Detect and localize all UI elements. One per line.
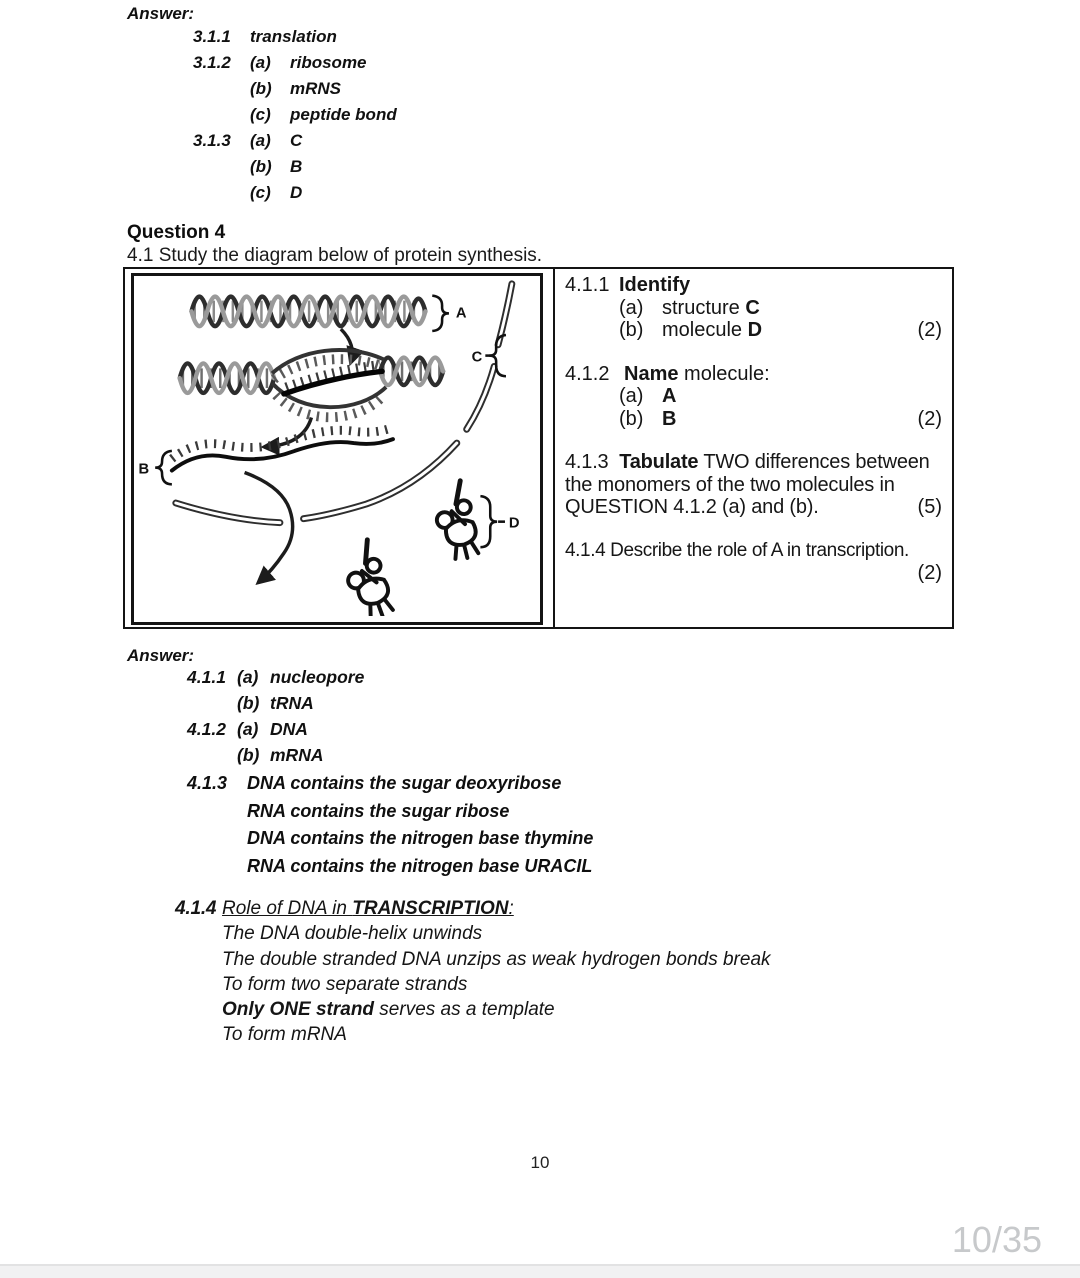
marks: (5) <box>917 496 942 518</box>
question-4-1-2: 4.1.2 Name molecule: (a) A (b) B (2) <box>565 362 942 430</box>
bracket-a <box>432 296 449 331</box>
answer-row: 3.1.2 (a) ribosome <box>193 53 367 72</box>
diagram-cell <box>125 269 553 627</box>
trna-molecule <box>337 538 397 616</box>
question4-intro: 4.1 Study the diagram below of protein synthesis. <box>127 245 543 266</box>
bottom-scrollbar-track[interactable] <box>0 1264 1080 1278</box>
answer4-list <box>187 664 364 768</box>
label-c: C <box>471 349 483 366</box>
label-a: A <box>455 305 467 322</box>
question-4-1-3: 4.1.3 Tabulate TWO differences between the monomers of the two molecules in QUESTION 4.1.2 (a) and (b). (5) <box>565 451 942 518</box>
dna-double-helix <box>192 297 426 326</box>
answer-row: (b) mRNS <box>250 79 342 98</box>
transcription-bubble <box>180 350 443 417</box>
answer-row: (c) peptide bond <box>250 105 397 124</box>
bracket-d <box>480 496 497 547</box>
label-d: D <box>508 515 520 532</box>
answer-4-1-3: 4.1.3 DNA contains the sugar deoxyribose RNA contains the sugar ribose DNA contains the nitrogen base thymine RNA contains the nitrogen base URACIL <box>187 773 594 876</box>
answer-row: (b) tRNA <box>237 693 314 713</box>
questions-cell <box>553 269 952 627</box>
answer-row: (b) mRNA <box>237 745 324 765</box>
answer-row: 4.1.1 (a) nucleopore <box>187 667 365 687</box>
question4-table <box>123 267 954 629</box>
trna-molecule <box>429 480 483 563</box>
answer-row: (c) D <box>250 183 303 202</box>
answer-row: 3.1.1 translation <box>193 27 337 46</box>
question-4-1-4: 4.1.4 Describe the role of A in transcription. (2) <box>565 539 942 584</box>
label-b: B <box>138 461 150 478</box>
page-indicator: 10/35 <box>951 1219 1042 1260</box>
diagram-svg <box>134 276 534 616</box>
answer-4-1-4: 4.1.4 Role of DNA in TRANSCRIPTION: The DNA double-helix unwinds The double stranded DNA unzips as weak hydrogen bonds break To form two separate strands Only ONE strand serves as a template To form mRNA <box>175 898 771 1046</box>
marks: (2) <box>917 319 942 341</box>
bracket-b <box>155 451 172 484</box>
question4-heading: Question 4 <box>127 222 226 243</box>
answer3-heading: Answer: <box>127 4 195 23</box>
marks: (2) <box>917 407 942 430</box>
protein-synthesis-diagram <box>131 273 543 625</box>
answer-row: 3.1.3 (a) C <box>193 131 303 150</box>
answer-row: (b) B <box>250 157 303 176</box>
answer4-heading: Answer: <box>127 646 195 665</box>
answer-row: 4.1.2 (a) DNA <box>187 719 308 739</box>
page-number: 10 <box>530 1153 550 1172</box>
marks: (2) <box>917 562 942 584</box>
question-4-1-1: 4.1.1 Identify (a) structure C (b) molecule D (2) <box>565 274 942 341</box>
arrow-through-nucleopore <box>245 473 293 583</box>
mrna-strand <box>172 427 393 470</box>
answer3-list <box>193 24 397 206</box>
answer-4-1-4-title: Role of DNA in TRANSCRIPTION: <box>222 898 514 919</box>
